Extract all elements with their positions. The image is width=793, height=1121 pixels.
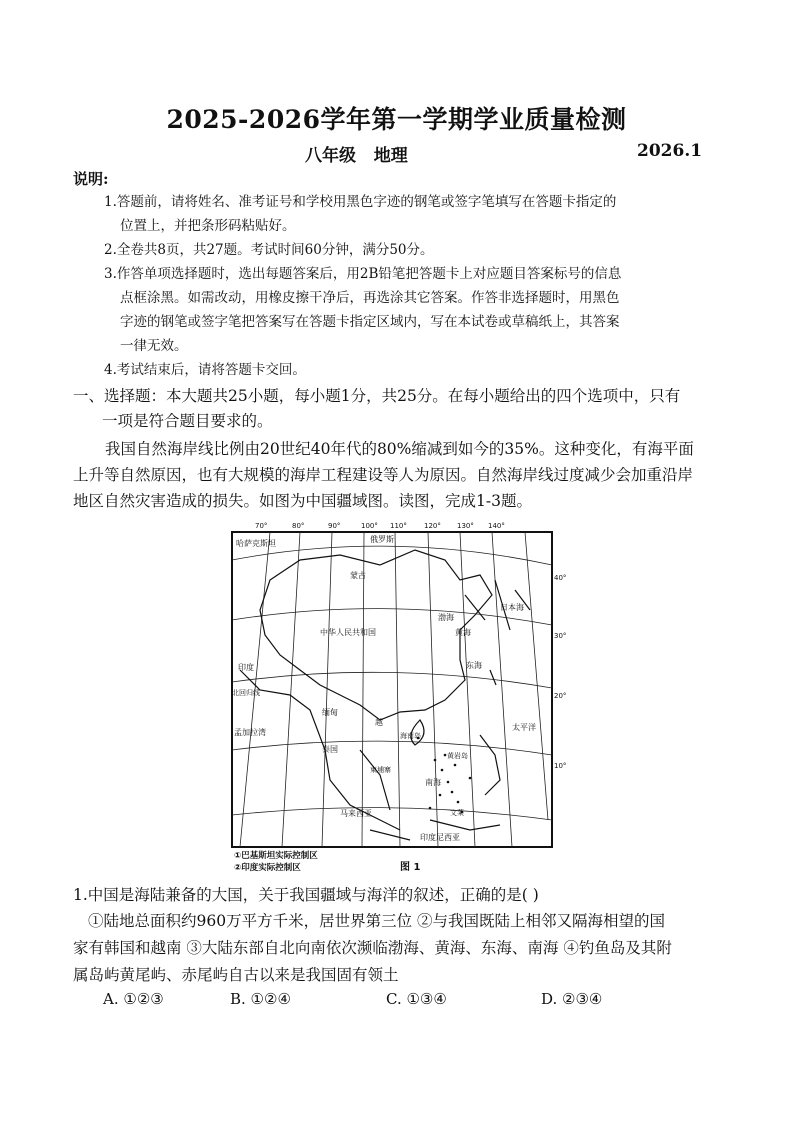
longitude-label: 80°	[292, 522, 305, 530]
longitude-label: 130°	[457, 522, 474, 530]
longitude-label: 70°	[255, 522, 268, 530]
longitude-label: 100°	[361, 522, 378, 530]
passage-line: 地区自然灾害造成的损失。如图为中国疆域图。读图，完成1-3题。	[73, 492, 532, 510]
label-tropic: 北回归线	[232, 689, 260, 697]
label-yellow-sea: 黄海	[455, 628, 471, 637]
instruction-line: 1.答题前，请将姓名、准考证号和学校用黑色字迹的钢笔或签字笔填写在答题卡指定的	[104, 194, 617, 210]
latitude-label: 10°	[554, 762, 567, 770]
label-japan-sea: 日本海	[500, 603, 524, 612]
option-d: D. ②③④	[541, 990, 603, 1008]
longitude-label: 120°	[424, 522, 441, 530]
section-heading: 一、选择题：本大题共25小题，每小题1分，共25分。在每小题给出的四个选项中，只有	[73, 387, 681, 405]
label-mongolia: 蒙古	[350, 571, 366, 580]
instruction-line: 字迹的钢笔或签字笔把答案写在答题卡指定区域内，写在本试卷或草稿纸上，其答案	[120, 314, 620, 330]
label-china: 中华人民共和国	[320, 628, 376, 637]
label-pacific: 太平洋	[512, 723, 536, 732]
instruction-line: 点框涂黑。如需改动，用橡皮擦干净后，再选涂其它答案。作答非选择题时，用黑色	[120, 290, 620, 306]
option-a: A. ①②③	[103, 990, 164, 1008]
label-hainan: 海南岛	[400, 732, 421, 740]
longitude-label: 90°	[328, 522, 341, 530]
option-b: B. ①②④	[230, 990, 291, 1008]
label-malaysia: 马来西亚	[340, 809, 372, 818]
label-thailand: 泰国	[322, 745, 338, 754]
label-indonesia: 印度尼西亚	[420, 833, 460, 842]
label-india: 印度	[238, 663, 254, 672]
longitude-label: 140°	[488, 522, 505, 530]
instruction-line: 2.全卷共8页，共27题。考试时间60分钟，满分50分。	[104, 242, 434, 258]
latitude-label: 30°	[554, 632, 567, 640]
legend-item: ②印度实际控制区	[234, 863, 301, 873]
label-bohai: 渤海	[438, 613, 454, 622]
instruction-line: 3.作答单项选择题时，选出每题答案后，用2B铅笔把答题卡上对应题目答案标号的信息	[104, 266, 622, 282]
section-heading-cont: 一项是符合题目要求的。	[102, 412, 273, 430]
china-territory-map	[230, 520, 568, 875]
legend-item: ①巴基斯坦实际控制区	[234, 851, 318, 861]
latitude-label: 20°	[554, 692, 567, 700]
question-choice-line: 属岛屿黄尾屿、赤尾屿自古以来是我国固有领土	[73, 966, 399, 984]
option-c: C. ①③④	[386, 990, 447, 1008]
map-frame	[232, 532, 552, 847]
page-title: 2025-2026学年第一学期学业质量检测	[166, 105, 627, 134]
passage-line: 我国自然海岸线比例由20世纪40年代的80%缩减到如今的35%。这种变化，有海平面	[105, 440, 694, 458]
label-myanmar: 缅甸	[322, 708, 338, 717]
label-bay: 孟加拉湾	[234, 728, 266, 737]
label-kazakhstan: 哈萨克斯坦	[236, 539, 276, 548]
passage-line: 上升等自然原因，也有大规模的海岸工程建设等人为原因。自然海岸线过度减少会加重沿岸	[73, 466, 694, 484]
label-cambodia: 柬埔寨	[370, 766, 391, 774]
question-choice-line: ①陆地总面积约960万平方千米，居世界第三位 ②与我国既陆上相邻又隔海相望的国	[88, 912, 666, 930]
exam-date: 2026.1	[637, 141, 703, 161]
instruction-line: 一律无效。	[120, 338, 188, 354]
question-stem: 1.中国是海陆兼备的大国，关于我国疆域与海洋的叙述，正确的是( )	[73, 886, 539, 904]
label-huangyan: 黄岩岛	[447, 752, 468, 760]
label-east-sea: 东海	[466, 661, 482, 670]
instructions-label: 说明:	[73, 170, 109, 188]
label-south-sea: 南海	[425, 778, 441, 787]
label-brunei: 文莱	[450, 809, 464, 817]
label-vietnam: 越	[375, 718, 383, 727]
latitude-label: 40°	[554, 574, 567, 582]
figure-caption: 图 1	[400, 862, 421, 873]
grade-subject: 八年级 地理	[305, 146, 408, 166]
longitude-label: 110°	[390, 522, 407, 530]
instruction-line: 位置上，并把条形码粘贴好。	[120, 218, 296, 234]
instruction-line: 4.考试结束后，请将答题卡交回。	[104, 362, 306, 378]
label-russia: 俄罗斯	[370, 535, 394, 544]
question-choice-line: 家有韩国和越南 ③大陆东部自北向南依次濒临渤海、黄海、东海、南海 ④钓鱼岛及其附	[73, 939, 672, 957]
